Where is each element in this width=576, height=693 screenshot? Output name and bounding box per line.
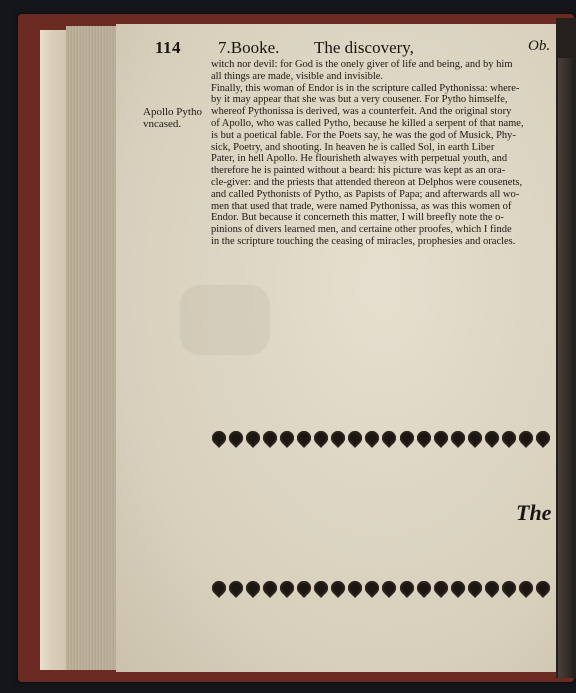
text-line: men that used that trade, were named Pythonissa, as was this women of bbox=[211, 200, 512, 212]
heart-leaf-icon bbox=[397, 578, 417, 598]
page-stack bbox=[66, 26, 118, 670]
heart-leaf-icon bbox=[499, 578, 519, 598]
margin-note-line: Apollo Pytho bbox=[143, 106, 202, 118]
heart-leaf-icon bbox=[294, 428, 314, 448]
heart-leaf-icon bbox=[499, 428, 519, 448]
margin-note-line: vncased. bbox=[143, 118, 182, 130]
heart-leaf-icon bbox=[328, 578, 348, 598]
heart-leaf-icon bbox=[431, 428, 451, 448]
heart-leaf-icon bbox=[243, 578, 263, 598]
text-line: Pater, in hell Apollo. He flourisheth alwayes with perpetual youth, and bbox=[211, 153, 508, 165]
text-line: all things are made, visible and invisible. bbox=[211, 70, 384, 82]
heart-leaf-icon bbox=[209, 578, 229, 598]
book-label: 7.Booke. bbox=[218, 38, 280, 57]
heart-leaf-icon bbox=[414, 578, 434, 598]
page-right-edge bbox=[556, 18, 576, 678]
heart-leaf-icon bbox=[397, 428, 417, 448]
heart-vine-ornament-icon bbox=[212, 578, 550, 598]
body-text bbox=[211, 59, 551, 248]
heart-leaf-icon bbox=[363, 428, 383, 448]
heart-leaf-icon bbox=[243, 428, 263, 448]
heart-leaf-icon bbox=[482, 578, 502, 598]
text-line: in the scripture touching the ceasing of miracles, prophesies and oracles. bbox=[211, 235, 516, 247]
heart-leaf-icon bbox=[380, 578, 400, 598]
header-catchword: Ob. bbox=[528, 38, 551, 54]
heart-leaf-icon bbox=[380, 428, 400, 448]
heart-leaf-icon bbox=[277, 578, 297, 598]
heart-leaf-icon bbox=[226, 578, 246, 598]
heart-leaf-icon bbox=[226, 428, 246, 448]
text-line: whereof Pythonissa is derived, was a counterfeit. And the original story bbox=[211, 106, 512, 118]
heart-leaf-icon bbox=[328, 428, 348, 448]
heart-leaf-icon bbox=[311, 428, 331, 448]
text-line: Finally, this woman of Endor is in the scripture called Pythonissa: where- bbox=[211, 82, 520, 94]
heart-leaf-icon bbox=[260, 578, 280, 598]
heart-leaf-icon bbox=[209, 428, 229, 448]
heart-leaf-icon bbox=[345, 428, 365, 448]
heart-leaf-icon bbox=[431, 578, 451, 598]
text-line: sick, Poetry, and shooting. In heaven he is called Sol, in earth Liber bbox=[211, 141, 495, 153]
text-line: and called Pythonists of Pytho, as Papists of Papa; and afterwards all wo- bbox=[211, 188, 520, 200]
heart-leaf-icon bbox=[414, 428, 434, 448]
text-line: is but a poetical fable. For the Poets say, he was the god of Musick, Phy- bbox=[211, 129, 516, 141]
heart-leaf-icon bbox=[482, 428, 502, 448]
heart-leaf-icon bbox=[260, 428, 280, 448]
heart-leaf-icon bbox=[465, 578, 485, 598]
heart-leaf-icon bbox=[448, 578, 468, 598]
text-line: of Apollo, who was called Pytho, because he killed a serpent of that name, bbox=[211, 117, 524, 129]
catchword: The bbox=[516, 500, 552, 525]
heart-leaf-icon bbox=[363, 578, 383, 598]
heart-leaf-icon bbox=[516, 578, 536, 598]
heart-leaf-icon bbox=[465, 428, 485, 448]
heart-leaf-icon bbox=[345, 578, 365, 598]
running-header bbox=[0, 38, 576, 60]
heart-leaf-icon bbox=[533, 578, 553, 598]
running-title: The discovery, bbox=[314, 38, 414, 57]
show-through bbox=[180, 285, 270, 355]
heart-leaf-icon bbox=[294, 578, 314, 598]
text-line: by it may appear that she was but a very cousener. For Pytho himselfe, bbox=[211, 94, 508, 106]
margin-note bbox=[143, 106, 209, 130]
heart-leaf-icon bbox=[448, 428, 468, 448]
heart-vine-ornament-icon bbox=[212, 428, 550, 448]
text-line: therefore he is painted without a beard: his picture was kept as an ora- bbox=[211, 165, 506, 177]
text-line: Endor. But because it concerneth this matter, I will breefly note the o- bbox=[211, 212, 504, 224]
text-line: cle-giver: and the priests that attended thereon at Delphos were cousenets, bbox=[211, 176, 523, 188]
heart-leaf-icon bbox=[311, 578, 331, 598]
page-number: 114 bbox=[155, 38, 182, 57]
text-line: witch nor devil: for God is the onely giver of life and being, and by him bbox=[211, 59, 513, 70]
heart-leaf-icon bbox=[516, 428, 536, 448]
heart-leaf-icon bbox=[533, 428, 553, 448]
text-line: pinions of divers learned men, and certaine other proofes, which I finde bbox=[211, 224, 512, 236]
heart-leaf-icon bbox=[277, 428, 297, 448]
